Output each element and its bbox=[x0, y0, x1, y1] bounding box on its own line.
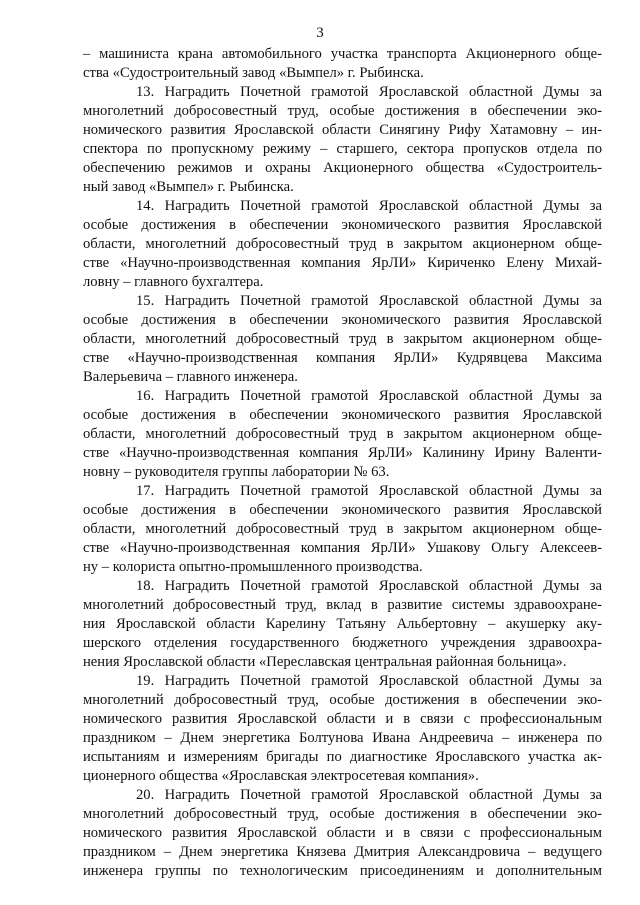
text-line: шерского отделения государственного бюджетного учреждения здравоохра- bbox=[83, 635, 602, 651]
text-line: особые достижения в обеспечении экономического развития Ярославской bbox=[83, 217, 602, 233]
paragraph-first-line: 18. Наградить Почетной грамотой Ярославской областной Думы за bbox=[136, 578, 602, 594]
paragraph-first-line: 13. Наградить Почетной грамотой Ярославской областной Думы за bbox=[136, 84, 602, 100]
text-line: обеспечению режимов и охраны Акционерного общества «Судостроитель- bbox=[83, 160, 602, 176]
text-line: испытаниям и измерениям бригады по диагностике Ярославского участка ак- bbox=[83, 749, 602, 765]
text-line: инженера группы по технологическим присоединениям и дополнительным bbox=[83, 863, 602, 879]
paragraph-first-line: 14. Наградить Почетной грамотой Ярославской областной Думы за bbox=[136, 198, 602, 214]
text-line: ловну – главного бухгалтера. bbox=[83, 274, 264, 290]
page-number: 3 bbox=[316, 25, 324, 41]
text-line: ну – колориста опытно-промышленного производства. bbox=[83, 559, 423, 575]
paragraph-first-line: 16. Наградить Почетной грамотой Ярославской областной Думы за bbox=[136, 388, 602, 404]
text-line: особые достижения в обеспечении экономического развития Ярославской bbox=[83, 502, 602, 518]
text-line: стве «Научно-производственная компания ЯрЛИ» Кириченко Елену Михай- bbox=[83, 255, 602, 271]
text-line: многолетний добросовестный труд, вклад в развитие системы здравоохране- bbox=[83, 597, 602, 613]
text-line: праздником – Днем энергетика Князева Дмитрия Александровича – ведущего bbox=[83, 844, 602, 860]
text-line: ционерного общества «Ярославская электросетевая компания». bbox=[83, 768, 479, 784]
text-line: стве «Научно-производственная компания ЯрЛИ» Калинину Ирину Валенти- bbox=[83, 445, 602, 461]
document-body bbox=[83, 45, 602, 881]
text-line: ния Ярославской области Карелину Татьяну Альбертовну – акушерку аку- bbox=[83, 616, 602, 632]
text-line: многолетний добросовестный труд, особые достижения в обеспечении эко- bbox=[83, 806, 602, 822]
text-line: области, многолетний добросовестный труд в закрытом акционерном обще- bbox=[83, 426, 602, 442]
text-line: стве «Научно-производственная компания ЯрЛИ» Ушакову Ольгу Алексеев- bbox=[83, 540, 602, 556]
text-line: особые достижения в обеспечении экономического развития Ярославской bbox=[83, 312, 602, 328]
text-line: ный завод «Вымпел» г. Рыбинска. bbox=[83, 179, 294, 195]
text-line: многолетний добросовестный труд, особые достижения в обеспечении эко- bbox=[83, 692, 602, 708]
text-line: номического развития Ярославской области и в связи с профессиональным bbox=[83, 711, 602, 727]
text-line: области, многолетний добросовестный труд в закрытом акционерном обще- bbox=[83, 236, 602, 252]
paragraph-first-line: 17. Наградить Почетной грамотой Ярославской областной Думы за bbox=[136, 483, 602, 499]
text-line: спектора по пропускному режиму – старшего, сектора пропусков отдела по bbox=[83, 141, 602, 157]
text-line: праздником – Днем энергетика Болтунова Ивана Андреевича – инженера по bbox=[83, 730, 602, 746]
text-line: номического развития Ярославской области и в связи с профессиональным bbox=[83, 825, 602, 841]
text-line: – машиниста крана автомобильного участка транспорта Акционерного обще- bbox=[83, 46, 602, 62]
text-line: стве «Научно-производственная компания ЯрЛИ» Кудрявцева Максима bbox=[83, 350, 602, 366]
paragraph-first-line: 15. Наградить Почетной грамотой Ярославской областной Думы за bbox=[136, 293, 602, 309]
text-line: ства «Судостроительный завод «Вымпел» г. Рыбинска. bbox=[83, 65, 424, 81]
text-line: области, многолетний добросовестный труд в закрытом акционерном обще- bbox=[83, 521, 602, 537]
text-line: Валерьевича – главного инженера. bbox=[83, 369, 298, 385]
text-line: области, многолетний добросовестный труд в закрытом акционерном обще- bbox=[83, 331, 602, 347]
text-line: особые достижения в обеспечении экономического развития Ярославской bbox=[83, 407, 602, 423]
text-line: многолетний добросовестный труд, особые достижения в обеспечении эко- bbox=[83, 103, 602, 119]
text-line: новну – руководителя группы лаборатории № 63. bbox=[83, 464, 390, 480]
text-line: нения Ярославской области «Переславская центральная районная больница». bbox=[83, 654, 567, 670]
paragraph-first-line: 20. Наградить Почетной грамотой Ярославской областной Думы за bbox=[136, 787, 602, 803]
text-line: номического развития Ярославской области Синягину Рифу Хатамовну – ин- bbox=[83, 122, 602, 138]
paragraph-first-line: 19. Наградить Почетной грамотой Ярославской областной Думы за bbox=[136, 673, 602, 689]
